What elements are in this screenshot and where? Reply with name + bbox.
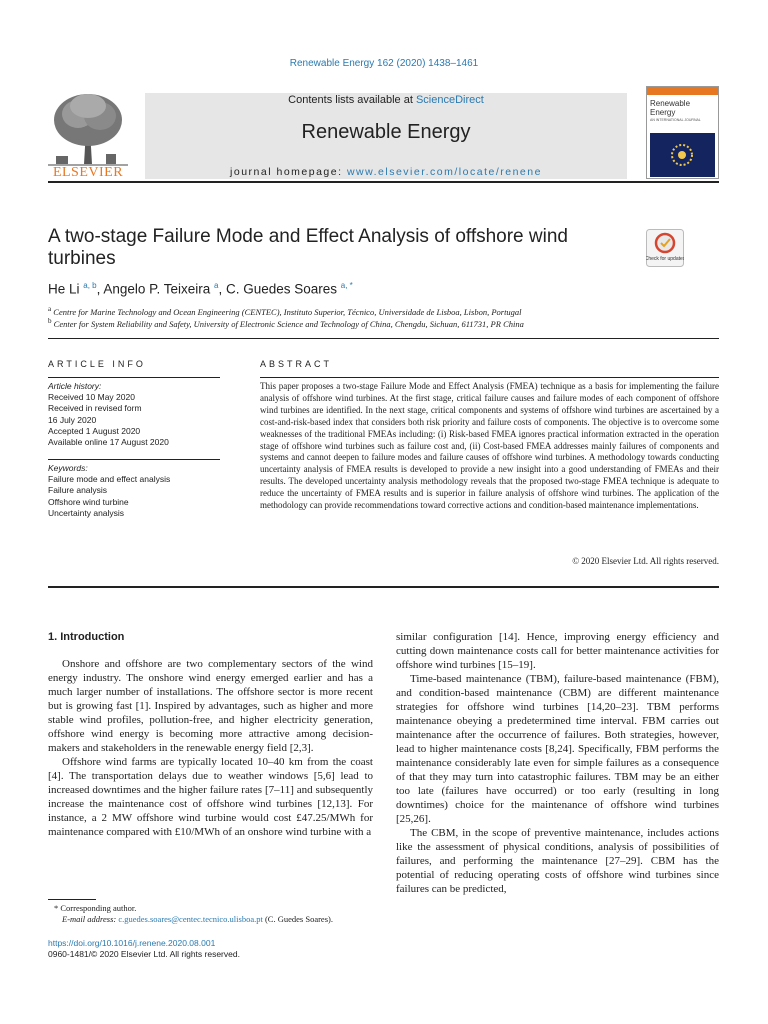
article-title: A two-stage Failure Mode and Effect Analysis of offshore wind turbines: [48, 226, 568, 269]
article-history: Article history: Received 10 May 2020 Received in revised form 16 July 2020 Accepted 1 August 2020 Available online 17 August 2020: [48, 381, 220, 448]
author-affiliation-mark[interactable]: a: [213, 281, 219, 290]
history-entry: 16 July 2020: [48, 414, 97, 425]
author-affiliation-mark[interactable]: a, *: [340, 281, 353, 290]
email-link[interactable]: c.guedes.soares@centec.tecnico.ulisboa.pt: [118, 914, 263, 924]
cover-image: [650, 133, 715, 177]
homepage-link[interactable]: www.elsevier.com/locate/renene: [346, 166, 542, 178]
body-column-right: [396, 630, 719, 896]
journal-reference[interactable]: Renewable Energy 162 (2020) 1438–1461: [289, 58, 479, 69]
abstract-text: This paper proposes a two-stage Failure Mode and Effect Analysis (FMEA) technique as a basis for implementing the failure analysis of offshore wind turbines. At the first stage, critical failure causes and failure modes of each component of offshore wind turbines are identified. In the next stage, critical components and systems of offshore wind turbines are ascertained by a cost-and-risk-based index that considers both risk priority and failure costs of components. The objective is to overcome some weaknesses of the traditional FMEAs including: (i) Risk-based FMEA ignores practical information extracted in the operation stage of offshore wind turbines such as failure cost and, (ii) Cost-based FMEA addresses mainly failures of components and systems and cannot deepen to failure modes and failure causes of offshore wind turbines. A methodology towards conducting uncertainty analysis of FMEA results is developed to provide a new insight into a good understanding of FMEAs and their results. The developed uncertainty analysis methodology reveals that the proposed two-stage FMEA technique is adequate to reduce the uncertainty of FMEA results and is superior in failure analysis of offshore wind turbines. The application of the methodology can provide recommendations toward corrective actions and condition-based maintenance implementations.: [260, 381, 719, 511]
info-rule: [48, 377, 220, 378]
history-entry: Available online 17 August 2020: [48, 437, 169, 448]
keyword[interactable]: Offshore wind turbine: [48, 496, 129, 507]
author-name[interactable]: C. Guedes Soares: [225, 281, 338, 297]
author-name[interactable]: Angelo P. Teixeira: [103, 281, 211, 297]
author-affiliation-mark[interactable]: a, b: [83, 281, 97, 290]
cover-subtitle: AN INTERNATIONAL JOURNAL: [650, 118, 701, 122]
body-paragraph: Offshore wind farms are typically located 10–40 km from the coast [4]. The transportation delays due to weather windows [5,6] lead to increased downtimes and the higher failure rates [7–11] and subsequently increase the maintenance cost of offshore wind turbines [12,13]. For instance, a 2 MW offshore wind turbine would cost £47.25/MWh for maintenance compared with £10/MWh of an onshore wind turbine with a: [48, 756, 373, 838]
section-rule: [48, 586, 719, 588]
doi-link[interactable]: https://doi.org/10.1016/j.renene.2020.08.001: [48, 938, 216, 948]
footnote-rule: [48, 899, 96, 900]
cover-title: Renewable Energy: [650, 99, 691, 117]
section-heading: 1. Introduction: [48, 631, 125, 643]
history-entry: Received in revised form: [48, 403, 142, 414]
elsevier-logo: [48, 90, 128, 182]
issn-line: 0960-1481/© 2020 Elsevier Ltd. All rights reserved.: [48, 949, 240, 959]
check-for-updates-badge[interactable]: [646, 229, 684, 267]
journal-homepage: journal homepage: www.elsevier.com/locate/renene: [230, 166, 542, 178]
abstract-rule: [260, 377, 719, 378]
article-info-heading: ARTICLE INFO: [48, 359, 146, 369]
contents-line: Contents lists available at ScienceDirect: [288, 94, 484, 106]
body-paragraph: The CBM, in the scope of preventive maintenance, includes actions like the assessment of physical conditions, analysis of possibilities of failures, and performing the maintenance [27–29]. CBM has the potential of reducing operating costs of offshore wind turbines since failures can be predicted,: [396, 827, 719, 895]
info-rule: [48, 459, 220, 460]
body-column-left: [48, 657, 373, 839]
body-paragraph: similar configuration [14]. Hence, improving energy efficiency and cutting down maintenance costs call for better maintenance activities for offshore wind turbines [15–19].: [396, 631, 719, 671]
affiliation: $^b$ Center for System Reliability and Safety, University of Electronic Science and Technology of China, Chengdu, Sichuan, 611731, PR China: [48, 317, 524, 329]
copyright-notice: © 2020 Elsevier Ltd. All rights reserved.: [572, 556, 719, 566]
journal-name: Renewable Energy: [301, 121, 471, 143]
keyword[interactable]: Failure mode and effect analysis: [48, 474, 171, 485]
history-entry: Received 10 May 2020: [48, 392, 135, 403]
svg-text:Check for updates: Check for updates: [646, 256, 684, 262]
sciencedirect-link[interactable]: ScienceDirect: [415, 94, 484, 106]
keyword[interactable]: Failure analysis: [48, 485, 108, 496]
publisher-name: ELSEVIER: [52, 165, 124, 180]
journal-cover: [646, 86, 719, 179]
history-entry: Accepted 1 August 2020: [48, 425, 141, 436]
cover-sun-icon: [650, 133, 715, 177]
corresponding-author-note: * Corresponding author.: [54, 903, 137, 913]
footnote: * Corresponding author. E-mail address: c.guedes.soares@centec.tecnico.ulisboa.pt (C. Guedes Soares).: [48, 903, 333, 925]
author-list: He Li $^{a, b}$, Angelo P. Teixeira $^a$, C. Guedes Soares $^{a, *}$: [48, 281, 353, 297]
header-rule: [48, 181, 719, 183]
keyword[interactable]: Uncertainty analysis: [48, 507, 125, 518]
keywords: Keywords: Failure mode and effect analysis Failure analysis Offshore wind turbine Uncertainty analysis: [48, 463, 220, 519]
doi-block: [48, 938, 240, 960]
author-name[interactable]: He Li: [48, 281, 80, 297]
abstract-heading: ABSTRACT: [260, 359, 333, 369]
check-updates-icon: [646, 229, 684, 267]
body-paragraph: Onshore and offshore are two complementary sectors of the wind energy industry. The onshore wind energy emerged earlier and has a much larger number of installations. The offshore sector is more recent but is growing fast [1]. Inspired by advantages, such as higher and more stable wind profiles, pollution-free, and higher electricity generation, offshore wind energy is becoming more attractive among decision-makers and stakeholders in the renewable energy field [2,3].: [48, 658, 373, 754]
section-rule: [48, 338, 719, 339]
affiliation: $^a$ Centre for Marine Technology and Ocean Engineering (CENTEC), Instituto Superior, Técnico, Universidade de Lisboa, Lisbon, Portugal: [48, 305, 522, 317]
body-paragraph: Time-based maintenance (TBM), failure-based maintenance (FBM), and condition-based maintenance (CBM) are different maintenance strategies for offshore wind turbines [14,20–23]. TBM performs maintenance obeying a predetermined time interval. FBM carries out maintenance after the occurrence of failures. Both strategies, however, lead to higher maintenance costs [8,24]. Specifically, FBM performs the maintenance considerably late even for simple failures as a consequence of that they may turn into catastrophic failures. TBM may be an either too late (failures have occurred) or too early (resulting in long downtimes) choice for the maintenance of offshore wind turbines [25,26].: [396, 673, 719, 825]
